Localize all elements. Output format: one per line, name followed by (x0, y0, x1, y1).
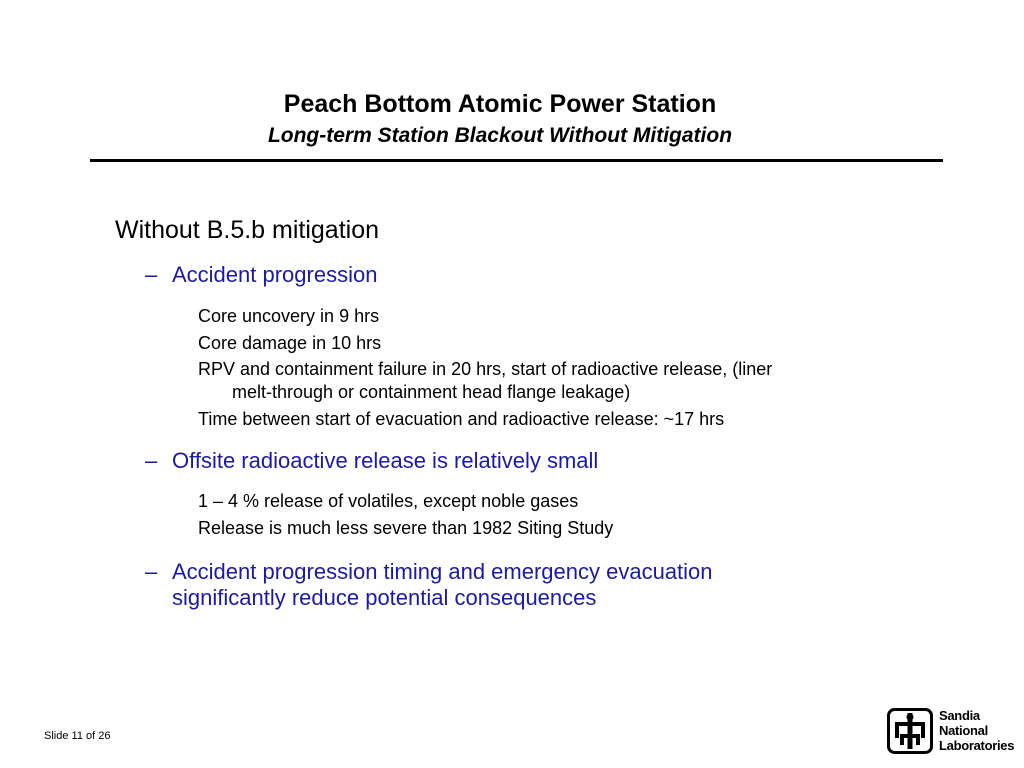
list-item: 1 – 4 % release of volatiles, except noble gases (198, 491, 579, 511)
dash-bullet: – (145, 448, 158, 473)
thunderbird-icon (887, 708, 933, 754)
sandia-logo (887, 708, 1017, 758)
section-heading-accident-progression (145, 262, 832, 288)
list-item: Release is much less severe than 1982 Siting Study (198, 518, 614, 538)
list-item: Core damage in 10 hrs (198, 333, 382, 353)
list-item (198, 358, 938, 404)
list-item-line1: RPV and containment failure in 20 hrs, start of radioactive release, (liner (198, 359, 773, 379)
list-item: Time between start of evacuation and radioactive release: ~17 hrs (198, 409, 725, 429)
section-heading-text: Accident progression (172, 262, 378, 287)
section-heading-text: Offsite radioactive release is relatively small (172, 448, 599, 473)
main-point: Without B.5.b mitigation (115, 216, 380, 244)
logo-line1: Sandia (939, 708, 980, 723)
section-heading-line2: significantly reduce potential consequences (172, 585, 597, 610)
section-heading-line1: Accident progression timing and emergency evacuation (172, 559, 713, 584)
logo-text (939, 708, 1014, 753)
slide-subtitle: Long-term Station Blackout Without Mitigation (267, 124, 733, 147)
section-heading-timing (145, 559, 832, 611)
dash-bullet: – (145, 262, 158, 287)
slide-title: Peach Bottom Atomic Power Station (283, 90, 717, 118)
dash-bullet: – (145, 559, 158, 584)
logo-line3: Laboratories (939, 738, 1015, 753)
list-item: Core uncovery in 9 hrs (198, 306, 380, 326)
logo-line2: National (939, 723, 988, 738)
list-item-line2: melt-through or containment head flange leakage) (232, 382, 631, 402)
slide-number: Slide 11 of 26 (44, 730, 111, 742)
section-heading-offsite-release (145, 448, 832, 474)
